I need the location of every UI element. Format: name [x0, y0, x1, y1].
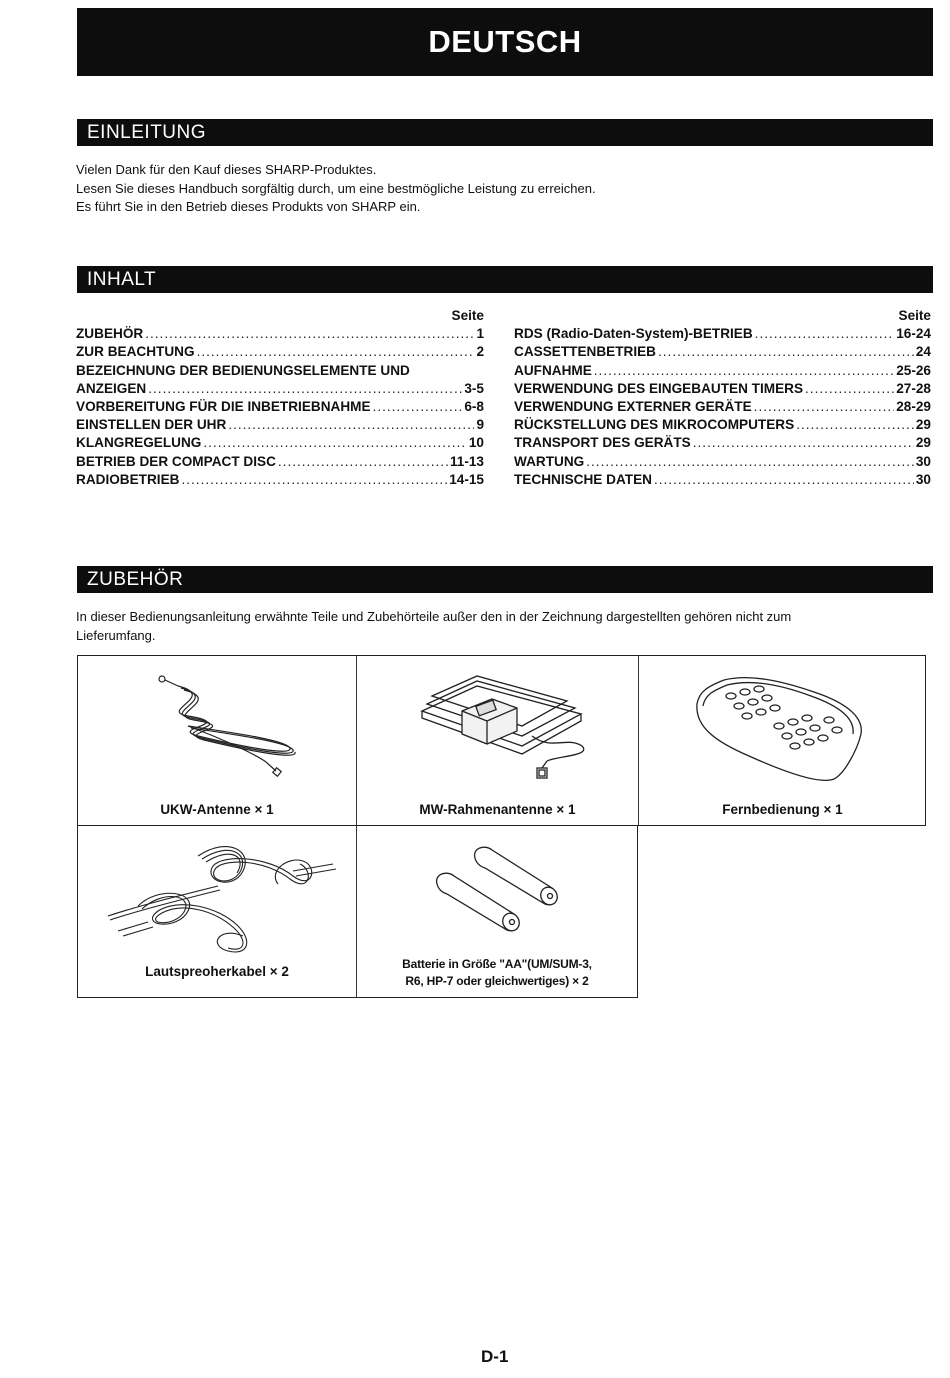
toc-entry-label: RDS (Radio-Daten-System)-BETRIEB [514, 326, 753, 342]
toc-right-column [514, 307, 931, 489]
section-title: INHALT [87, 269, 157, 290]
intro-line: Lesen Sie dieses Handbuch sorgfältig durch, um eine bestmögliche Leistung zu erreichen. [76, 180, 596, 196]
toc-entry-label: RADIOBETRIEB [76, 471, 180, 487]
toc-entry[interactable] [514, 434, 931, 452]
toc-entry-label: BETRIEB DER COMPACT DISC [76, 453, 276, 469]
accessory-remote-control [639, 656, 926, 825]
toc-entry[interactable] [514, 362, 931, 380]
toc-entry-page: 25-26 [896, 362, 931, 378]
section-header-inhalt [77, 266, 933, 293]
toc-entry[interactable] [76, 343, 484, 361]
toc-entry-page: 14-15 [449, 471, 484, 487]
toc-entry-label: CASSETTENBETRIEB [514, 344, 656, 360]
section-title: EINLEITUNG [87, 122, 207, 143]
toc-entry-page: 10 [468, 435, 484, 451]
toc-entry-page: 30 [915, 471, 931, 487]
toc-entry-page: 11-13 [449, 453, 484, 469]
intro-line: Vielen Dank für den Kauf dieses SHARP-Produktes. [76, 162, 377, 177]
toc-entry[interactable] [514, 343, 931, 361]
toc-entry[interactable] [514, 471, 931, 489]
accessory-label: Fernbedienung × 1 [722, 802, 843, 817]
accessory-am-loop-antenna [357, 656, 638, 825]
toc-entry-page: 1 [476, 326, 484, 342]
toc-entry[interactable] [514, 398, 931, 416]
toc-entry-label: VERWENDUNG DES EINGEBAUTEN TIMERS [514, 380, 804, 396]
intro-line: Es führt Sie in den Betrieb dieses Produkts von SHARP ein. [76, 199, 421, 214]
toc-entry-label: RÜCKSTELLUNG DES MIKROCOMPUTERS [514, 417, 795, 433]
toc-entry[interactable] [76, 471, 484, 489]
toc-entry-label: ZUR BEACHTUNG [76, 344, 195, 360]
accessory-label: MW-Rahmenantenne × 1 [419, 802, 576, 817]
toc-entry-label: TRANSPORT DES GERÄTS [514, 435, 691, 451]
intro-text [76, 161, 596, 217]
accessory-label: Lautspreoherkabel × 2 [145, 964, 289, 979]
toc-entry-label: ANZEIGEN [76, 380, 147, 396]
toc-entry[interactable] [76, 325, 484, 343]
toc-entry[interactable] [514, 380, 931, 398]
page-number: D-1 [481, 1347, 509, 1366]
section-title: ZUBEHÖR [87, 569, 184, 590]
toc-entry-label: VERWENDUNG EXTERNER GERÄTE [514, 399, 752, 415]
section-header-einleitung [77, 119, 933, 146]
accessories-intro [76, 607, 926, 645]
toc-entry-page: 29 [915, 417, 931, 433]
toc-entry-label: ZUBEHÖR [76, 326, 144, 342]
accessory-label [357, 956, 637, 990]
accessories-row-1 [77, 655, 926, 826]
toc-entry-page: 16-24 [896, 326, 931, 342]
toc-entry[interactable] [514, 453, 931, 471]
accessories-row-2 [77, 825, 638, 998]
toc-entry-label: VORBEREITUNG FÜR DIE INBETRIEBNAHME [76, 399, 371, 415]
accessory-batteries [357, 826, 637, 997]
section-header-zubehoer [77, 566, 933, 593]
toc-entry-label: WARTUNG [514, 453, 585, 469]
accessories-intro-line: In dieser Bedienungsanleitung erwähnte Teile und Zubehörteile außer den in der Zeichnung dargestellten gehören nicht zum [76, 609, 792, 624]
toc-seite-label: Seite [451, 308, 484, 323]
battery-label-line: R6, HP-7 oder gleichwertiges) × 2 [405, 974, 589, 988]
toc-left-column [76, 307, 484, 489]
toc-entry-page: 30 [915, 453, 931, 469]
toc-entry[interactable] [76, 453, 484, 471]
accessory-label: UKW-Antenne × 1 [160, 802, 274, 817]
accessory-speaker-wire [78, 826, 356, 997]
toc-entry[interactable] [76, 434, 484, 452]
accessory-fm-antenna [78, 656, 356, 825]
toc-entry-page: 3-5 [464, 380, 484, 396]
toc-entry[interactable] [514, 416, 931, 434]
toc-seite-label: Seite [898, 308, 931, 323]
toc-entry-page: 27-28 [896, 380, 931, 396]
toc-entry[interactable] [76, 398, 484, 416]
toc-entry-page: 6-8 [464, 399, 484, 415]
page-title: DEUTSCH [77, 8, 933, 76]
accessories-intro-line: Lieferumfang. [76, 628, 156, 643]
toc-entry-page: 28-29 [896, 399, 931, 415]
toc-entry-page: 29 [915, 435, 931, 451]
toc-entry[interactable] [76, 380, 484, 398]
toc-entry-page: 9 [476, 417, 484, 433]
toc-entry[interactable] [76, 416, 484, 434]
toc-entry-label: AUFNAHME [514, 362, 592, 378]
toc-entry-page: 2 [476, 344, 484, 360]
toc-entry-label: TECHNISCHE DATEN [514, 471, 652, 487]
toc-entry-label: KLANGREGELUNG [76, 435, 202, 451]
toc-entry-label-line1: BEZEICHNUNG DER BEDIENUNGSELEMENTE UND [76, 362, 410, 378]
toc-entry-page: 24 [915, 344, 931, 360]
toc-entry-label: EINSTELLEN DER UHR [76, 417, 227, 433]
battery-label-line: Batterie in Größe "AA"(UM/SUM-3, [402, 957, 592, 971]
toc-entry[interactable] [514, 325, 931, 343]
